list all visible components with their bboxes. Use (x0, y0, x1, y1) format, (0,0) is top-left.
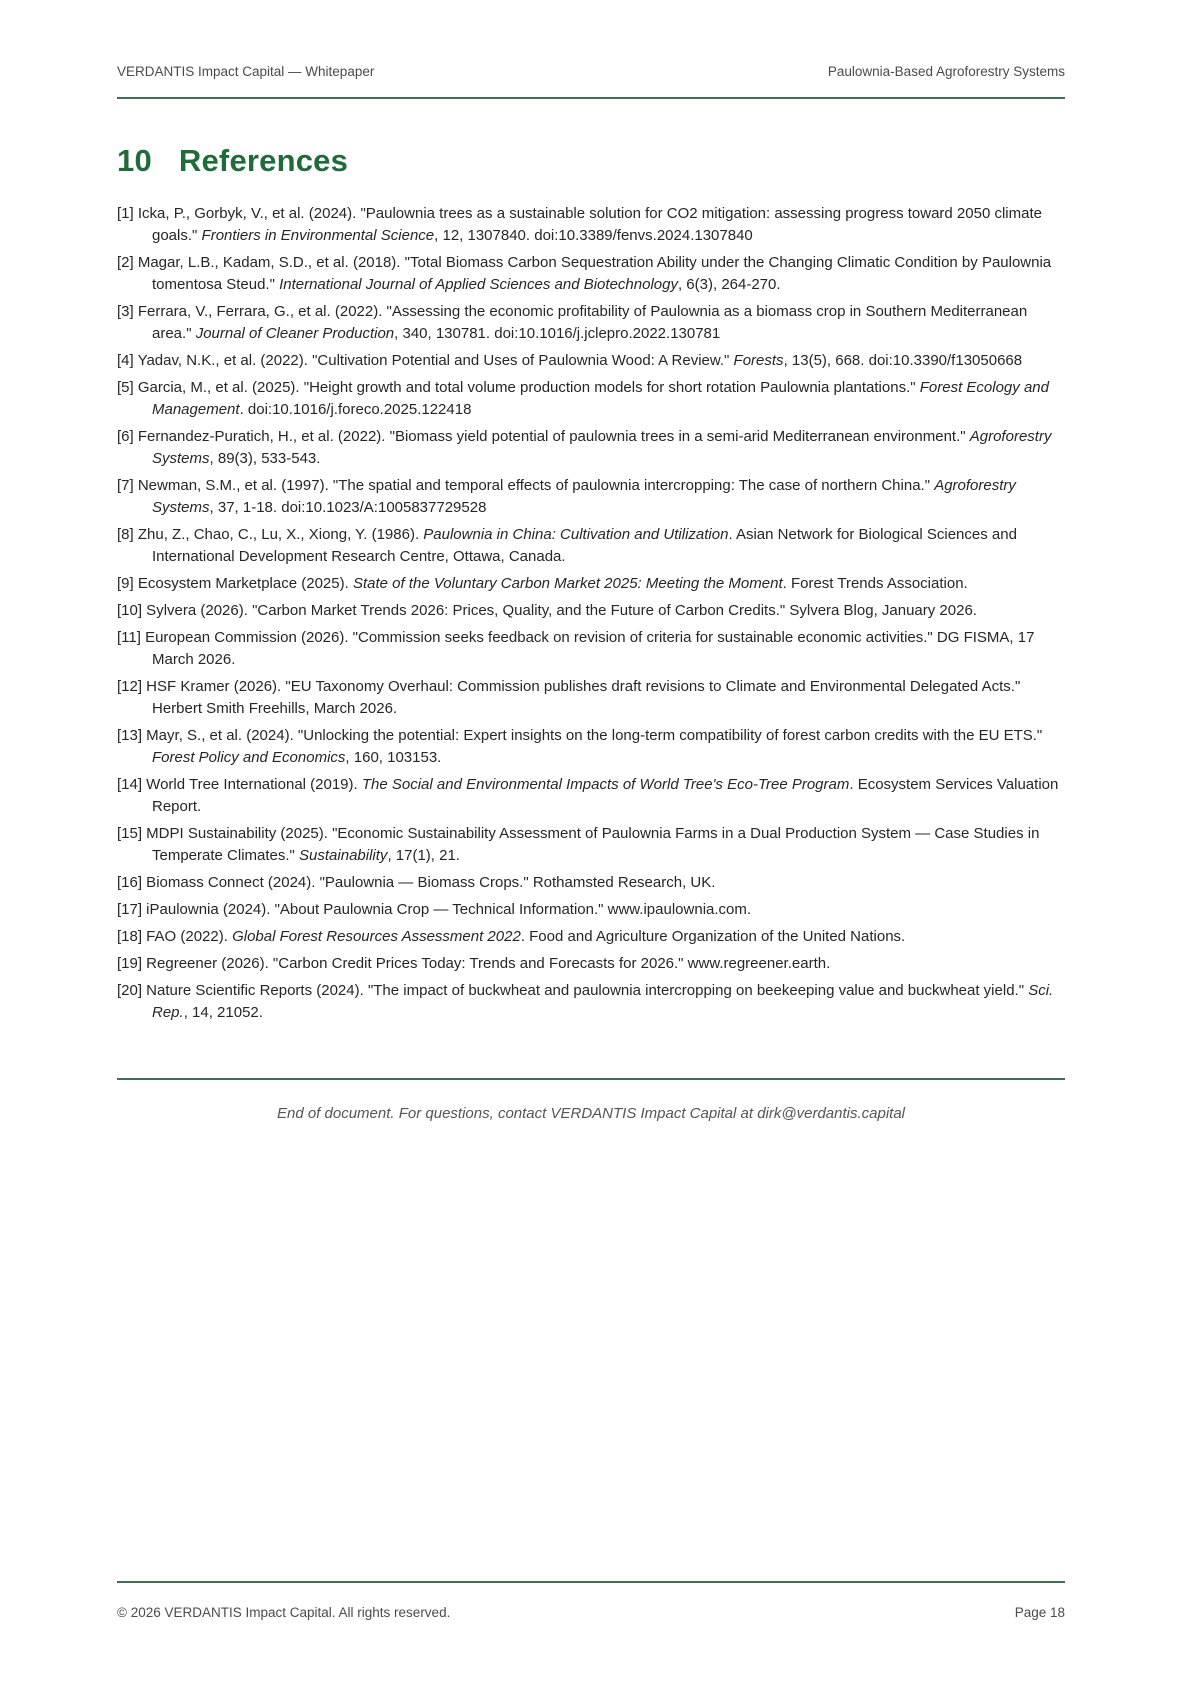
reference-source-italic: Agroforestry Systems (152, 428, 1052, 467)
header-left-text: VERDANTIS Impact Capital — Whitepaper (117, 64, 375, 79)
references-list (117, 203, 1065, 1024)
reference-item (117, 953, 1065, 975)
reference-text: [18] FAO (2022). (117, 928, 233, 945)
reference-text: [10] Sylvera (2026). "Carbon Market Trends 2026: Prices, Quality, and the Future of Carbon Credits." Sylvera Blog, January 2026. (117, 602, 977, 619)
reference-text: [20] Nature Scientific Reports (2024). "The impact of buckwheat and paulownia intercropping on beekeeping value and buckwheat yield." (117, 982, 1029, 999)
reference-source-italic: Frontiers in Environmental Science (201, 227, 435, 244)
section-number: 10 (117, 143, 152, 178)
reference-source-italic: Forest Policy and Economics (152, 749, 346, 766)
reference-item (117, 475, 1065, 519)
reference-text: , 160, 103153. (345, 749, 442, 766)
reference-source-italic: Journal of Cleaner Production (195, 325, 395, 342)
page-footer (117, 1581, 1065, 1621)
reference-text: , 37, 1-18. doi:10.1023/A:1005837729528 (209, 499, 487, 516)
reference-source-italic: Forests (733, 352, 784, 369)
reference-item (117, 823, 1065, 867)
reference-source-italic: State of the Voluntary Carbon Market 2025: Meeting the Moment (352, 575, 783, 592)
page-header (117, 64, 1065, 80)
reference-text: . Forest Trends Association. (782, 575, 968, 592)
reference-text: [5] Garcia, M., et al. (2025). "Height growth and total volume production models for short rotation Paulownia plantations." (117, 379, 920, 396)
reference-item (117, 980, 1065, 1024)
reference-text: [2] Magar, L.B., Kadam, S.D., et al. (2018). "Total Biomass Carbon Sequestration Ability under the Changing Climatic Condition by Paulownia tomentosa Steud." (117, 254, 1052, 293)
reference-text: [4] Yadav, N.K., et al. (2022). "Cultivation Potential and Uses of Paulownia Wood: A Review." (117, 352, 734, 369)
header-rule (117, 97, 1065, 99)
references-section (117, 143, 1065, 1124)
reference-text: . Food and Agriculture Organization of the United Nations. (520, 928, 906, 945)
reference-item (117, 926, 1065, 948)
reference-item (117, 872, 1065, 894)
reference-text: , 17(1), 21. (387, 847, 460, 864)
reference-text: [6] Fernandez-Puratich, H., et al. (2022). "Biomass yield potential of paulownia trees in a semi-arid Mediterranean environment." (117, 428, 970, 445)
reference-source-italic: International Journal of Applied Sciences and Biotechnology (279, 276, 678, 293)
reference-text: [3] Ferrara, V., Ferrara, G., et al. (2022). "Assessing the economic profitability of Paulownia as a biomass crop in Southern Mediterranean area." (117, 303, 1028, 342)
reference-text: , 14, 21052. (183, 1004, 263, 1021)
copyright-text: © 2026 VERDANTIS Impact Capital. All rights reserved. (117, 1605, 451, 1620)
reference-item (117, 899, 1065, 921)
reference-text: , 6(3), 264-270. (677, 276, 781, 293)
reference-item (117, 600, 1065, 622)
reference-text: [19] Regreener (2026). "Carbon Credit Prices Today: Trends and Forecasts for 2026." www.regreener.earth. (117, 955, 831, 972)
reference-item (117, 203, 1065, 247)
reference-text: [15] MDPI Sustainability (2025). "Economic Sustainability Assessment of Paulownia Farms in a Dual Production System — Case Studies in Temperate Climates." (117, 825, 1040, 864)
footer-row (117, 1605, 1065, 1621)
reference-item (117, 524, 1065, 568)
reference-item (117, 301, 1065, 345)
reference-item (117, 774, 1065, 818)
section-heading (117, 143, 1065, 179)
reference-text: [7] Newman, S.M., et al. (1997). "The spatial and temporal effects of paulownia intercropping: The case of northern China." (117, 477, 935, 494)
reference-text: , 340, 130781. doi:10.1016/j.jclepro.2022.130781 (394, 325, 721, 342)
reference-item (117, 350, 1065, 372)
page-number: Page 18 (1014, 1605, 1065, 1620)
reference-item (117, 573, 1065, 595)
reference-item (117, 252, 1065, 296)
reference-text: , 13(5), 668. doi:10.3390/f13050668 (783, 352, 1023, 369)
reference-text: . Ecosystem Services Valuation Report. (152, 776, 1059, 815)
reference-item (117, 426, 1065, 470)
section-title: References (178, 143, 349, 178)
reference-text: , 89(3), 533-543. (209, 450, 321, 467)
reference-source-italic: Agroforestry Systems (152, 477, 1016, 516)
reference-text: [11] European Commission (2026). "Commission seeks feedback on revision of criteria for sustainable economic activities." DG FISMA, 17 March 2026. (117, 629, 1035, 668)
end-of-document-rule (117, 1078, 1065, 1080)
reference-text: [14] World Tree International (2019). (117, 776, 362, 793)
reference-text: [13] Mayr, S., et al. (2024). "Unlocking the potential: Expert insights on the long-term compatibility of forest carbon credits with the EU ETS." (117, 727, 1043, 744)
reference-item (117, 377, 1065, 421)
reference-text: [12] HSF Kramer (2026). "EU Taxonomy Overhaul: Commission publishes draft revisions to Climate and Environmental Delegated Acts." Herbert Smith Freehills, March 2026. (117, 678, 1021, 717)
reference-item (117, 725, 1065, 769)
footer-rule (117, 1581, 1065, 1583)
end-of-document-note: End of document. For questions, contact VERDANTIS Impact Capital at dirk@verdantis.capital (276, 1105, 905, 1122)
reference-source-italic: The Social and Environmental Impacts of World Tree's Eco-Tree Program (361, 776, 850, 793)
reference-source-italic: Paulownia in China: Cultivation and Utilization (423, 526, 729, 543)
reference-source-italic: Forest Ecology and Management (152, 379, 1049, 418)
reference-item (117, 627, 1065, 671)
reference-text: [1] Icka, P., Gorbyk, V., et al. (2024). "Paulownia trees as a sustainable solution for CO2 mitigation: assessing progress toward 2050 climate goals." (117, 205, 1042, 244)
reference-source-italic: Sustainability (299, 847, 388, 864)
reference-text: [16] Biomass Connect (2024). "Paulownia — Biomass Crops." Rothamsted Research, UK. (117, 874, 716, 891)
reference-text: [8] Zhu, Z., Chao, C., Lu, X., Xiong, Y. (1986). (117, 526, 424, 543)
reference-text: . Asian Network for Biological Sciences and International Development Research Centre, Ottawa, Canada. (152, 526, 1017, 565)
reference-source-italic: Global Forest Resources Assessment 2022 (232, 928, 521, 945)
reference-text: , 12, 1307840. doi:10.3389/fenvs.2024.1307840 (434, 227, 753, 244)
reference-text: [9] Ecosystem Marketplace (2025). (117, 575, 353, 592)
reference-source-italic: Sci. Rep. (152, 982, 1054, 1021)
reference-item (117, 676, 1065, 720)
reference-text: . doi:10.1016/j.foreco.2025.122418 (239, 401, 472, 418)
header-right-text: Paulownia-Based Agroforestry Systems (827, 64, 1065, 79)
reference-text: [17] iPaulownia (2024). "About Paulownia Crop — Technical Information." www.ipaulownia.com. (117, 901, 752, 918)
